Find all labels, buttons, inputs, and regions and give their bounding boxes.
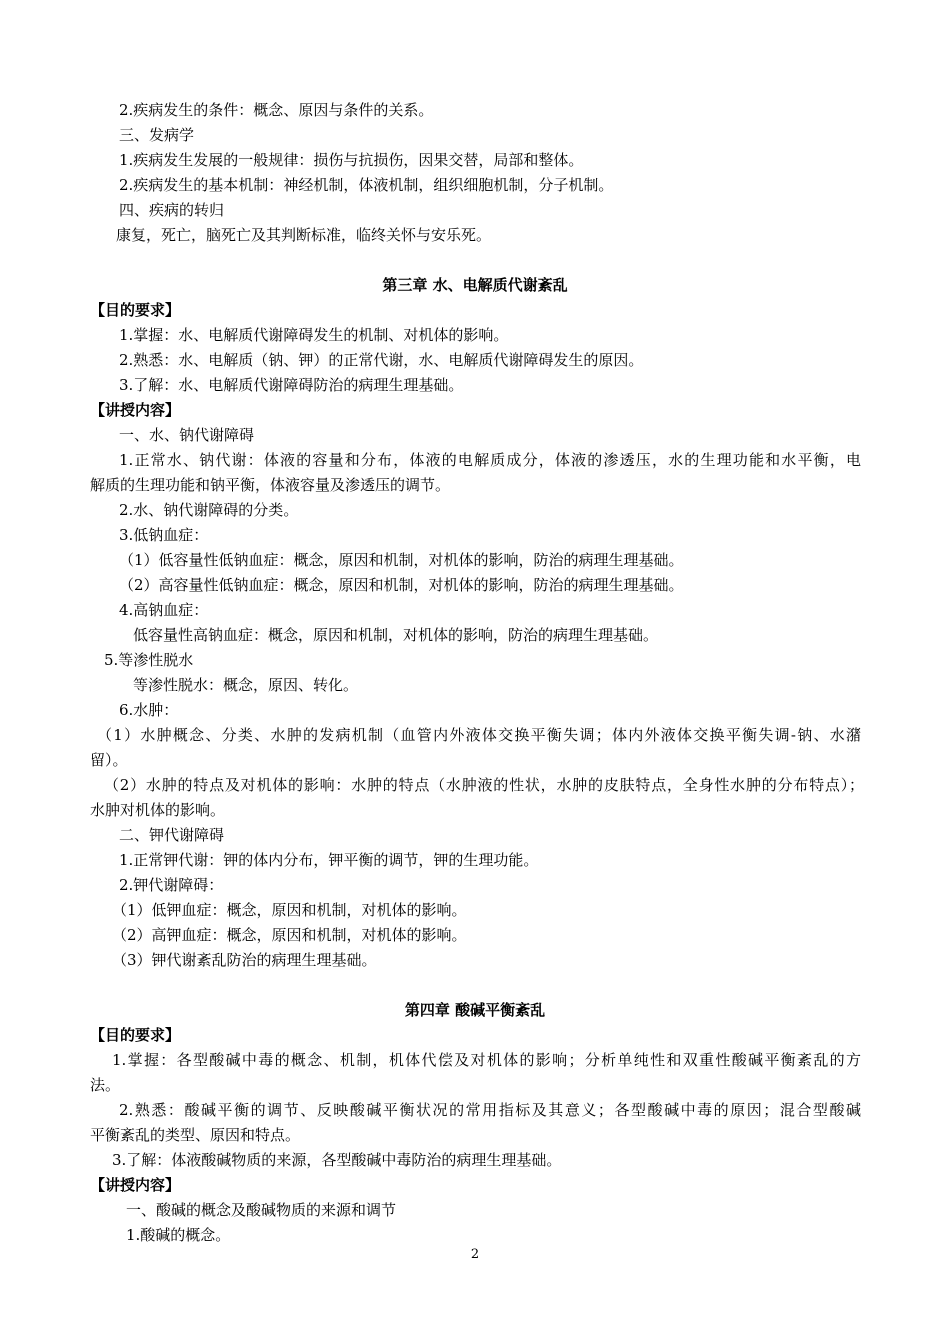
- section-heading: 二、钾代谢障碍: [119, 826, 225, 844]
- objectives-heading: 【目的要求】: [90, 1026, 181, 1044]
- text-line: （3）钾代谢紊乱防治的病理生理基础。: [112, 951, 377, 969]
- text-line: （2）高容量性低钠血症：概念，原因和机制，对机体的影响，防治的病理生理基础。: [119, 576, 684, 594]
- text-line: （2）水肿的特点及对机体的影响：水肿的特点（水肿液的性状，水肿的皮肤特点，全身性水肿的分布特点）；: [104, 776, 864, 794]
- text-line: 2.钾代谢障碍：: [119, 876, 224, 894]
- text-line: 1.酸碱的概念。: [126, 1226, 231, 1244]
- text-line: 水肿对机体的影响。: [90, 801, 226, 819]
- text-line: 1.掌握：各型酸碱中毒的概念、机制，机体代偿及对机体的影响；分析单纯性和双重性酸碱平衡紊乱的方: [112, 1051, 861, 1069]
- text-line: 1.正常水、钠代谢：体液的容量和分布，体液的电解质成分，体液的渗透压，水的生理功能和水平衡，电: [119, 451, 861, 469]
- section-heading: 一、酸碱的概念及酸碱物质的来源和调节: [126, 1201, 397, 1219]
- text-line: 6.水肿：: [119, 701, 179, 719]
- text-line: 留）。: [90, 751, 128, 769]
- text-line: 1.疾病发生发展的一般规律：损伤与抗损伤，因果交替，局部和整体。: [119, 151, 584, 169]
- text-line: 解质的生理功能和钠平衡，体液容量及渗透压的调节。: [90, 476, 451, 494]
- objectives-heading: 【目的要求】: [90, 301, 181, 319]
- text-line: 2.水、钠代谢障碍的分类。: [119, 501, 299, 519]
- text-line: 法。: [90, 1076, 121, 1094]
- text-line: 5.等渗性脱水: [104, 651, 194, 669]
- chapter-title: 第三章 水、电解质代谢紊乱: [382, 276, 568, 294]
- text-line: （1）水肿概念、分类、水肿的发病机制（血管内外液体交换平衡失调；体内外液体交换平衡失调-钠、水潴: [97, 726, 861, 744]
- section-heading: 一、水、钠代谢障碍: [119, 426, 255, 444]
- text-line: 低容量性高钠血症：概念，原因和机制，对机体的影响，防治的病理生理基础。: [133, 626, 659, 644]
- text-line: （1）低钾血症：概念，原因和机制，对机体的影响。: [112, 901, 467, 919]
- text-line: （1）低容量性低钠血症：概念，原因和机制，对机体的影响，防治的病理生理基础。: [119, 551, 684, 569]
- text-line: 3.低钠血症：: [119, 526, 209, 544]
- content-heading: 【讲授内容】: [90, 1176, 181, 1194]
- text-line: 康复，死亡，脑死亡及其判断标准，临终关怀与安乐死。: [116, 226, 492, 244]
- text-line: 3.了解：水、电解质代谢障碍防治的病理生理基础。: [119, 376, 464, 394]
- text-line: 2.熟悉：水、电解质（钠、钾）的正常代谢，水、电解质代谢障碍发生的原因。: [119, 351, 644, 369]
- text-line: 2.疾病发生的基本机制：神经机制，体液机制，组织细胞机制，分子机制。: [119, 176, 614, 194]
- text-line: 2.疾病发生的条件：概念、原因与条件的关系。: [119, 101, 434, 119]
- text-line: （2）高钾血症：概念，原因和机制，对机体的影响。: [112, 926, 467, 944]
- text-line: 等渗性脱水：概念，原因、转化。: [133, 676, 359, 694]
- text-line: 3.了解：体液酸碱物质的来源，各型酸碱中毒防治的病理生理基础。: [112, 1151, 562, 1169]
- text-line: 1.掌握：水、电解质代谢障碍发生的机制、对机体的影响。: [119, 326, 509, 344]
- text-line: 平衡紊乱的类型、原因和特点。: [90, 1126, 301, 1144]
- content-heading: 【讲授内容】: [90, 401, 181, 419]
- section-heading: 三、发病学: [119, 126, 195, 144]
- page-number: 2: [470, 1247, 480, 1262]
- section-heading: 四、疾病的转归: [119, 201, 225, 219]
- text-line: 2.熟悉：酸碱平衡的调节、反映酸碱平衡状况的常用指标及其意义；各型酸碱中毒的原因；混合型酸碱: [119, 1101, 861, 1119]
- chapter-title: 第四章 酸碱平衡紊乱: [404, 1001, 546, 1019]
- text-line: 1.正常钾代谢：钾的体内分布，钾平衡的调节，钾的生理功能。: [119, 851, 539, 869]
- text-line: 4.高钠血症：: [119, 601, 209, 619]
